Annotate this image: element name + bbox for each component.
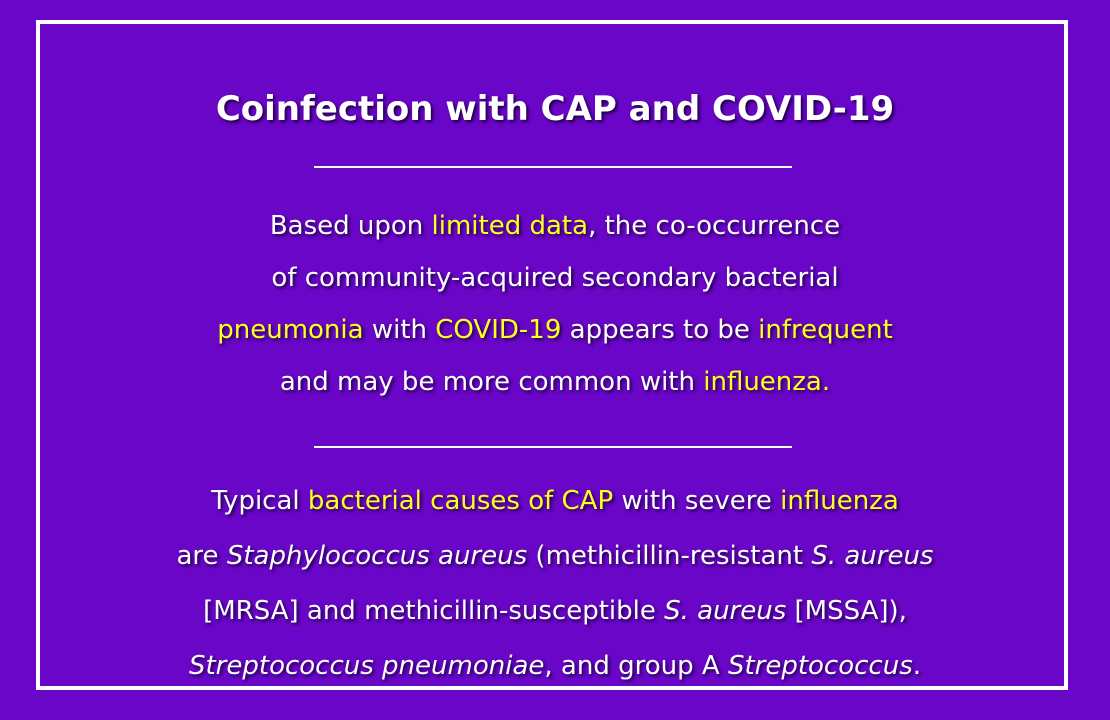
text-run: of community-acquired secondary bacterial [271,263,839,293]
text-run: [MRSA] and methicillin-susceptible [203,596,665,626]
highlighted-phrase: COVID-19 [435,315,562,345]
paragraph-bacterial-causes [40,474,1070,694]
paragraph-coinfection [40,200,1070,408]
species-name: Staphylococcus aureus [226,541,528,571]
paragraph-line [40,584,1070,639]
highlighted-phrase: infrequent [758,315,893,345]
text-run: and may be more common with [279,367,704,397]
highlighted-phrase: influenza [780,486,899,516]
text-run: (methicillin-resistant [527,541,812,571]
highlighted-phrase: influenza. [703,367,831,397]
paragraph-line [40,474,1070,529]
text-run: Typical [211,486,308,516]
paragraph-line [40,200,1070,252]
text-run: appears to be [561,315,759,345]
text-run: with severe [613,486,781,516]
species-name: S. aureus [664,596,787,626]
paragraph-line [40,529,1070,584]
highlighted-phrase: limited data [431,211,589,241]
species-name: Streptococcus pneumoniae [188,651,545,681]
paragraph-line [40,252,1070,304]
paragraph-line [40,639,1070,694]
title-divider [314,166,792,168]
section-divider [314,446,792,448]
slide-title: Coinfection with CAP and COVID-19 [215,89,895,129]
text-run: [MSSA]), [786,596,907,626]
text-run: are [176,541,227,571]
species-name: Streptococcus [727,651,913,681]
text-run: , and group A [544,651,728,681]
highlighted-phrase: pneumonia [217,315,364,345]
paragraph-line [40,304,1070,356]
species-name: S. aureus [811,541,934,571]
text-run: Based upon [269,211,432,241]
text-run: , the co-occurrence [588,211,841,241]
text-run: . [912,651,922,681]
text-run: with [363,315,436,345]
highlighted-phrase: bacterial causes of CAP [307,486,614,516]
paragraph-line [40,356,1070,408]
